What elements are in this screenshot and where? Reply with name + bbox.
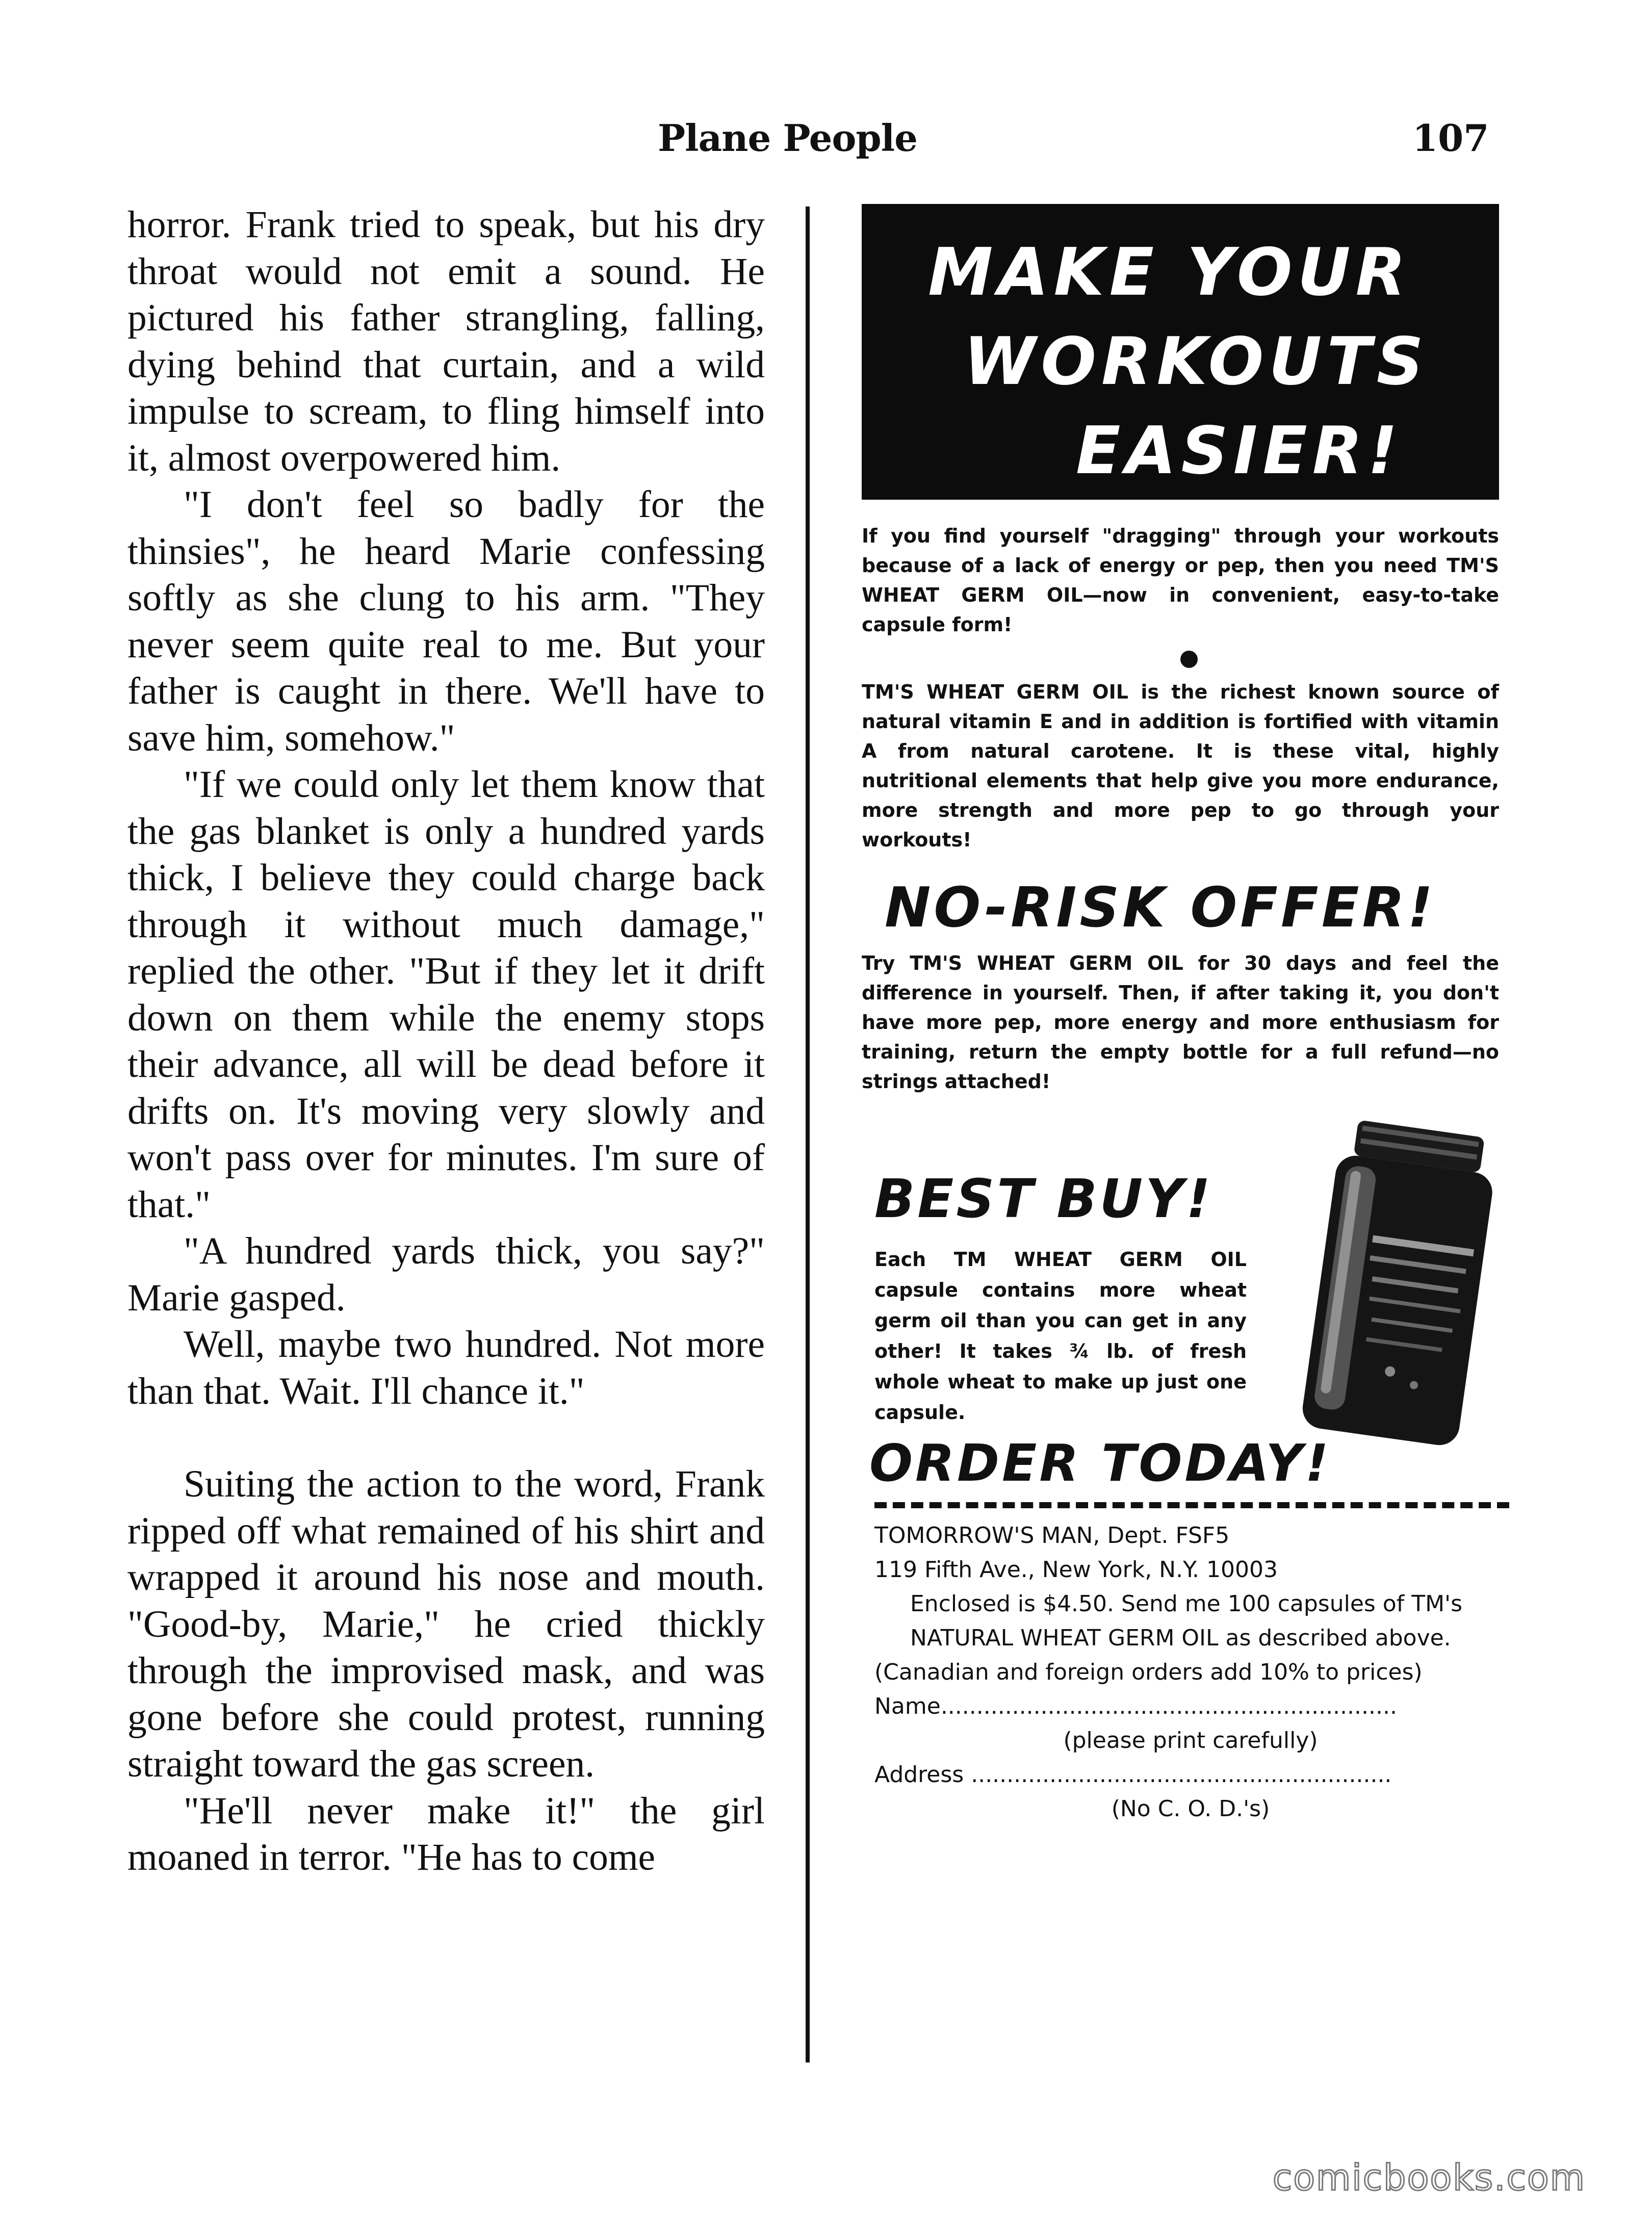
coupon-enclosed: Enclosed is $4.50. Send me 100 capsules of TM's NATURAL WHEAT GERM OIL as described above. [910,1591,1463,1651]
story-paragraph: "A hundred yards thick, you say?" Marie gasped. [127,1230,765,1319]
headline-line: EASIER! [1076,413,1403,489]
ad-body-text: TM'S WHEAT GERM OIL is the richest known source of natural vitamin E and in addition is fortified with vitamin A from natural carotene. It is these vital, highly nutritional elements that help give you more endurance, more strength and more pep to go through your workouts! [862,681,1499,851]
address-label: Address [874,1762,964,1788]
bullet-dot-icon [1180,651,1198,668]
ad-headline-box [862,204,1499,500]
coupon-name-line [874,1689,1507,1723]
best-buy-text: Each TM WHEAT GERM OIL capsule contains more wheat germ oil than you can get in any other! It takes ¾ lb. of fresh whole wheat to make up just one capsule. [874,1248,1247,1424]
offer-text: Try TM'S WHEAT GERM OIL for 30 days and feel the difference in yourself. Then, if after taking it, you don't have more pep, more energy and more enthusiasm for training, return the empty bottle for a full refund—no strings attached! [862,952,1499,1093]
order-heading: ORDER TODAY! [869,1433,1331,1493]
capsule-bottle-image [1280,1117,1514,1453]
story-paragraph: "I don't feel so badly for the thinsies", he heard Marie confessing softly as she clung to his arm. "They never seem quite real to me. But your father is caught in there. We'll have to save him, somehow." [127,483,765,759]
story-paragraph: "If we could only let them know that the gas blanket is only a hundred yards thick, I believe they could charge back through it without much damage," replied the other. "But if they let it drift down on them while the enemy stops their advance, all will be dead before it drifts on. It's moving very slowly and won't pass over for minutes. I'm sure of that." [127,763,765,1226]
site-watermark: comicbooks.com [1272,2157,1586,2199]
coupon-canadian-note: (Canadian and foreign orders add 10% to prices) [874,1659,1423,1685]
coupon-cod-note: (No C. O. D.'s) [1111,1796,1270,1822]
coupon-print-note: (please print carefully) [1063,1727,1318,1753]
column-divider [806,207,810,2062]
offer-heading: NO-RISK OFFER! [885,876,1436,940]
name-label: Name [874,1693,941,1719]
story-paragraph: "He'll never make it!" the girl moaned in terror. "He has to come [127,1789,765,1878]
ad-intro-text: If you find yourself "dragging" through your workouts because of a lack of energy or pep, then you need TM'S WHEAT GERM OIL—now in convenient, easy-to-take capsule form! [862,525,1499,636]
best-buy-heading: BEST BUY! [874,1168,1213,1230]
running-title: Plane People [658,116,917,160]
order-coupon [874,1518,1507,1826]
story-paragraph: horror. Frank tried to speak, but his dry throat would not emit a sound. He pictured his father strangling, falling, dying behind that curtain, and a wild impulse to scream, to fling himself into it, almost overpowered him. [127,203,765,479]
coupon-company: TOMORROW'S MAN, Dept. FSF5 [874,1523,1230,1549]
story-paragraph: Suiting the action to the word, Frank ripped off what remained of his shirt and wrapped it around his nose and mouth. "Good-by, Marie," he cried thickly through the improvised mask, and was gone before she could protest, running straight toward the gas screen. [127,1463,765,1785]
address-dotted-line: ........................................................... [964,1762,1392,1788]
best-buy-section [862,1096,1519,1453]
name-dotted-line: ................................................................ [940,1693,1397,1719]
coupon-address-line [874,1758,1507,1792]
coupon-address: 119 Fifth Ave., New York, N.Y. 10003 [874,1557,1278,1583]
page-number: 107 [1412,116,1489,160]
headline-line: MAKE YOUR [928,235,1411,311]
coupon-cut-line [874,1502,1509,1508]
story-column [127,201,765,1881]
headline-line: WORKOUTS [964,324,1429,400]
wheat-germ-advertisement [862,204,1519,1826]
story-paragraph: Well, maybe two hundred. Not more than that. Wait. I'll chance it." [127,1323,765,1412]
